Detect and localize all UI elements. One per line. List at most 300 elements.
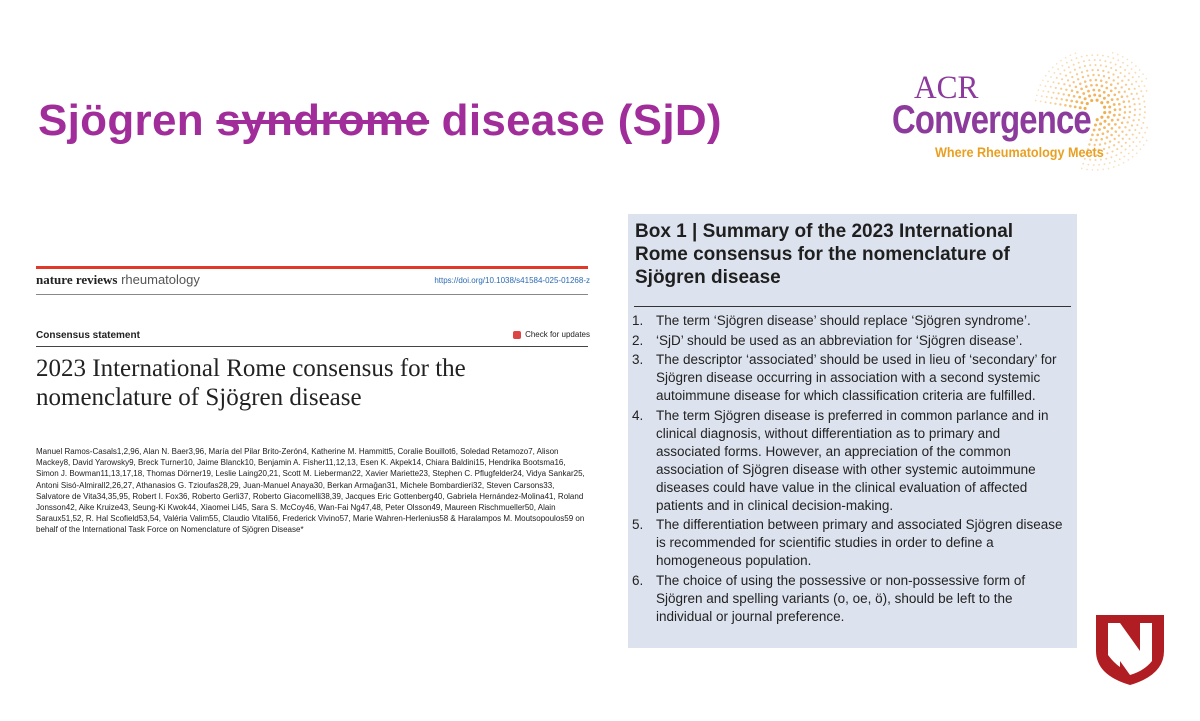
burst-dot — [1116, 148, 1118, 150]
item-text: The differentiation between primary and associated Sjögren disease is recommended for scientific studies in order to define a homogeneous population. — [656, 517, 1063, 568]
burst-dot — [1084, 80, 1087, 83]
burst-dot — [1138, 132, 1140, 134]
burst-dot — [1124, 106, 1127, 109]
burst-dot — [1107, 56, 1109, 58]
burst-dot — [1112, 52, 1114, 54]
burst-dot — [1042, 79, 1044, 81]
burst-dot — [1097, 69, 1099, 71]
burst-dot — [1113, 114, 1116, 117]
burst-dot — [1117, 118, 1120, 121]
burst-dot — [1138, 119, 1140, 121]
burst-dot — [1111, 119, 1114, 122]
burst-dot — [1125, 142, 1127, 144]
burst-dot — [1115, 69, 1117, 71]
burst-dot — [1098, 164, 1100, 166]
burst-dot — [1105, 81, 1108, 84]
burst-dot — [1093, 164, 1095, 166]
burst-dot — [1112, 57, 1114, 59]
burst-dot — [1076, 73, 1078, 75]
burst-dot — [1128, 129, 1130, 131]
burst-dot — [1099, 59, 1101, 61]
burst-dot — [1058, 82, 1060, 84]
burst-dot — [1102, 55, 1104, 57]
burst-dot — [1120, 72, 1122, 74]
item-number: 5. — [632, 517, 644, 532]
burst-dot — [1094, 124, 1097, 127]
burst-dot — [1125, 134, 1127, 136]
burst-dot — [1089, 79, 1092, 82]
burst-dot — [1127, 59, 1129, 61]
burst-dot — [1086, 169, 1088, 171]
burst-dot — [1121, 95, 1124, 98]
burst-dot — [1110, 134, 1113, 137]
burst-dot — [1135, 81, 1137, 83]
burst-dot — [1140, 90, 1142, 92]
burst-dot — [1114, 138, 1116, 140]
burst-dot — [1117, 54, 1119, 56]
burst-dot — [1050, 86, 1052, 88]
item-number: 1. — [632, 313, 644, 328]
burst-dot — [1071, 89, 1074, 92]
item-text: The term Sjögren disease is preferred in common parlance and in clinical diagnosis, without differentiation as to primary and associated forms. However, an appreciation of the common association of Sjögren disease with other systemic autoimmune diseases could have value in the clinical evaluation of affected patients and in clinical decision-making. — [656, 407, 1049, 513]
burst-dot — [1142, 73, 1144, 75]
burst-dot — [1076, 57, 1078, 59]
burst-dot — [1093, 129, 1096, 132]
burst-dot — [1136, 152, 1138, 154]
burst-dot — [1135, 65, 1137, 67]
burst-dot — [1061, 65, 1063, 67]
burst-dot — [1115, 154, 1117, 156]
burst-dot — [1139, 103, 1141, 105]
burst-dot — [1113, 103, 1116, 106]
burst-dot — [1118, 113, 1121, 116]
list-item — [632, 332, 1068, 350]
burst-dot — [1102, 132, 1105, 135]
burst-dot — [1113, 93, 1116, 96]
burst-dot — [1091, 134, 1094, 137]
burst-dot — [1087, 75, 1089, 77]
item-text: The term ‘Sjögren disease’ should replace ‘Sjögren syndrome’. — [656, 313, 1031, 328]
logo-acr-text: ACR — [914, 70, 979, 106]
burst-dot — [1103, 91, 1106, 94]
burst-dot — [1124, 69, 1126, 71]
burst-dot — [1128, 116, 1130, 118]
burst-dot — [1121, 122, 1124, 125]
burst-dot — [1142, 95, 1144, 97]
burst-dot — [1060, 60, 1062, 62]
burst-dot — [1139, 108, 1141, 110]
burst-dot — [1114, 160, 1116, 162]
burst-dot — [1106, 136, 1109, 139]
burst-dot — [1132, 149, 1134, 151]
burst-dot — [1111, 127, 1114, 130]
burst-dot — [1132, 134, 1134, 136]
burst-dot — [1115, 64, 1117, 66]
burst-dot — [1128, 79, 1130, 81]
burst-dot — [1113, 79, 1115, 81]
burst-dot — [1133, 103, 1135, 105]
burst-dot — [1103, 111, 1106, 114]
burst-dot — [1096, 134, 1099, 137]
burst-dot — [1073, 81, 1075, 83]
unmc-n-shield-icon — [1092, 611, 1168, 687]
burst-dot — [1065, 89, 1067, 91]
burst-dot — [1098, 94, 1101, 97]
burst-dot — [1098, 89, 1101, 92]
burst-dot — [1103, 75, 1105, 77]
burst-dot — [1064, 69, 1066, 71]
burst-dot — [1123, 162, 1125, 164]
burst-dot — [1098, 128, 1101, 131]
burst-dot — [1098, 74, 1100, 76]
burst-dot — [1132, 98, 1134, 100]
article-type: Consensus statement — [36, 330, 140, 341]
burst-dot — [1121, 80, 1123, 82]
burst-dot — [1042, 90, 1044, 92]
burst-dot — [1128, 138, 1130, 140]
burst-dot — [1119, 108, 1122, 111]
burst-dot — [1073, 64, 1075, 66]
burst-dot — [1118, 126, 1121, 129]
burst-dot — [1095, 79, 1098, 82]
paper-title: 2023 International Rome consensus for the nomenclature of Sjögren disease — [36, 355, 466, 411]
burst-dot — [1071, 76, 1073, 78]
burst-dot — [1143, 144, 1145, 146]
title-suffix: disease (SjD) — [429, 96, 722, 145]
burst-dot — [1102, 70, 1104, 72]
burst-dot — [1117, 59, 1119, 61]
burst-dot — [1132, 76, 1134, 78]
burst-dot — [1038, 89, 1040, 91]
burst-dot — [1114, 108, 1117, 111]
item-number: 6. — [632, 572, 644, 588]
burst-dot — [1125, 149, 1127, 151]
burst-dot — [1140, 148, 1142, 150]
burst-dot — [1074, 69, 1076, 71]
burst-dot — [1110, 83, 1113, 86]
burst-dot — [1113, 144, 1115, 146]
burst-dot — [1129, 111, 1131, 113]
burst-dot — [1128, 153, 1130, 155]
box-heading: Box 1 | Summary of the 2023 International Rome consensus for the nomenclature of Sjögren disease — [635, 221, 1014, 288]
burst-dot — [1124, 126, 1126, 128]
burst-dot — [1095, 84, 1098, 87]
burst-dot — [1101, 85, 1104, 88]
burst-dot — [1040, 84, 1042, 86]
burst-dot — [1075, 86, 1078, 89]
burst-dot — [1086, 55, 1088, 57]
burst-dot — [1108, 106, 1111, 109]
burst-dot — [1065, 75, 1067, 77]
burst-dot — [1053, 72, 1055, 74]
burst-dot — [1060, 88, 1062, 90]
burst-dot — [1118, 164, 1120, 166]
burst-dot — [1131, 68, 1133, 70]
burst-dot — [1081, 168, 1083, 170]
burst-dot — [1143, 117, 1145, 119]
burst-dot — [1085, 85, 1088, 88]
burst-dot — [1124, 75, 1126, 77]
burst-dot — [1052, 92, 1054, 94]
burst-dot — [1132, 119, 1134, 121]
item-number: 4. — [632, 407, 644, 423]
burst-dot — [1106, 130, 1109, 133]
burst-dot — [1120, 152, 1122, 154]
burst-dot — [1127, 159, 1129, 161]
burst-dot — [1107, 123, 1110, 126]
burst-dot — [1124, 111, 1127, 114]
burst-dot — [1097, 54, 1099, 56]
burst-dot — [1100, 138, 1103, 141]
burst-dot — [1080, 88, 1083, 91]
burst-dot — [1121, 131, 1123, 133]
burst-dot — [1091, 54, 1093, 56]
burst-dot — [1134, 129, 1136, 131]
burst-dot — [1104, 120, 1107, 123]
burst-dot — [1116, 98, 1119, 101]
burst-dot — [1075, 52, 1077, 54]
burst-dot — [1106, 101, 1109, 104]
burst-dot — [1136, 137, 1138, 139]
burst-dot — [1065, 57, 1067, 59]
burst-dot — [1144, 111, 1146, 113]
burst-dot — [1056, 77, 1058, 79]
burst-dot — [1138, 85, 1140, 87]
burst-dot — [1144, 106, 1146, 108]
burst-dot — [1132, 156, 1134, 158]
burst-dot — [1081, 56, 1083, 58]
title-strikethrough-word: syndrome — [216, 96, 430, 145]
burst-dot — [1143, 101, 1145, 103]
list-item — [632, 351, 1068, 405]
burst-dot — [1063, 83, 1065, 85]
journal-name — [36, 272, 200, 288]
burst-dot — [1104, 142, 1106, 144]
burst-dot — [1106, 152, 1108, 154]
burst-dot — [1138, 98, 1140, 100]
burst-dot — [1118, 141, 1120, 143]
burst-dot — [1110, 156, 1112, 158]
item-number: 3. — [632, 352, 644, 367]
burst-dot — [1103, 106, 1106, 109]
logo-convergence-text: Convergence — [892, 98, 1091, 142]
burst-dot — [1048, 71, 1050, 73]
burst-dot — [1081, 71, 1083, 73]
burst-dot — [1079, 67, 1081, 69]
burst-dot — [1123, 100, 1126, 103]
check-for-updates[interactable] — [513, 330, 590, 339]
burst-dot — [1124, 91, 1126, 93]
svg-text:®: ® — [1158, 621, 1163, 627]
burst-dot — [1103, 97, 1106, 100]
burst-dot — [1123, 117, 1126, 120]
burst-dot — [1097, 169, 1099, 171]
burst-dot — [1092, 89, 1095, 92]
journal-name-bold: nature reviews — [36, 272, 118, 287]
burst-dot — [1087, 90, 1090, 93]
burst-dot — [1041, 95, 1043, 97]
burst-dot — [1113, 166, 1115, 168]
burst-dot — [1090, 84, 1093, 87]
burst-dot — [1112, 73, 1114, 75]
burst-dot — [1093, 94, 1096, 97]
burst-dot — [1092, 169, 1094, 171]
item-text: The descriptor ‘associated’ should be used in lieu of ‘secondary’ for Sjögren disease occurring in association with a second systemic autoimmune disease for which classification criteria are fulfilled. — [656, 352, 1057, 403]
burst-dot — [1134, 72, 1136, 74]
burst-dot — [1114, 123, 1117, 126]
burst-dot — [1123, 156, 1125, 158]
burst-dot — [1036, 94, 1038, 96]
burst-dot — [1141, 127, 1143, 129]
burst-dot — [1066, 62, 1068, 64]
burst-dot — [1139, 69, 1141, 71]
burst-dot — [1107, 94, 1110, 97]
burst-dot — [1136, 124, 1138, 126]
burst-dot — [1103, 126, 1106, 129]
burst-dot — [1122, 138, 1124, 140]
burst-dot — [1118, 103, 1121, 106]
burst-dot — [1130, 93, 1132, 95]
burst-dot — [1071, 59, 1073, 61]
burst-dot — [1110, 67, 1112, 69]
burst-dot — [1107, 71, 1109, 73]
burst-dot — [1069, 85, 1071, 87]
burst-dot — [1145, 78, 1147, 80]
burst-dot — [1079, 83, 1082, 86]
burst-dot — [1109, 140, 1111, 142]
divider — [36, 346, 588, 347]
burst-dot — [1146, 90, 1148, 92]
burst-dot — [1142, 122, 1144, 124]
burst-dot — [1122, 56, 1124, 58]
burst-dot — [1084, 65, 1086, 67]
consensus-list — [632, 312, 1068, 627]
burst-dot — [1142, 136, 1144, 138]
burst-dot — [1117, 82, 1119, 84]
burst-dot — [1108, 111, 1111, 114]
burst-dot — [1108, 77, 1110, 79]
burst-dot — [1096, 99, 1099, 102]
burst-dot — [1121, 145, 1123, 147]
title-prefix: Sjögren — [38, 96, 217, 145]
burst-dot — [1070, 54, 1072, 56]
burst-dot — [1120, 66, 1122, 68]
burst-dot — [1092, 74, 1094, 76]
burst-dot — [1057, 92, 1059, 94]
burst-dot — [1105, 158, 1107, 160]
burst-dot — [1146, 127, 1148, 129]
item-text: ‘SjD’ should be used as an abbreviation for ‘Sjögren disease’. — [656, 332, 1023, 348]
burst-dot — [1105, 87, 1108, 90]
slide-title — [38, 96, 722, 146]
burst-dot — [1068, 66, 1070, 68]
burst-dot — [1136, 145, 1138, 147]
burst-dot — [1114, 87, 1117, 90]
burst-dot — [1110, 90, 1113, 93]
burst-dot — [1052, 67, 1054, 69]
burst-dot — [1118, 91, 1121, 94]
divider — [36, 294, 588, 295]
burst-dot — [1100, 116, 1103, 119]
paper-excerpt — [36, 262, 590, 592]
burst-dot — [1126, 95, 1128, 97]
burst-dot — [1055, 87, 1057, 89]
burst-dot — [1139, 141, 1141, 143]
burst-dot — [1102, 169, 1104, 171]
burst-dot — [1131, 124, 1133, 126]
summary-box — [628, 214, 1077, 648]
burst-dot — [1104, 163, 1106, 165]
check-updates-icon — [513, 331, 521, 339]
burst-dot — [1119, 158, 1121, 160]
burst-dot — [1082, 92, 1085, 95]
burst-dot — [1128, 88, 1130, 90]
burst-dot — [1104, 60, 1106, 62]
journal-red-rule — [36, 266, 588, 269]
burst-dot — [1134, 109, 1136, 111]
list-item — [632, 516, 1068, 570]
burst-dot — [1095, 139, 1098, 142]
burst-dot — [1107, 116, 1110, 119]
burst-dot — [1053, 81, 1055, 83]
burst-dot — [1089, 64, 1091, 66]
journal-name-light: rheumatology — [117, 272, 200, 287]
burst-dot — [1094, 59, 1096, 61]
list-item — [632, 407, 1068, 515]
burst-dot — [1068, 94, 1071, 97]
list-item — [632, 312, 1068, 330]
burst-dot — [1131, 83, 1133, 85]
burst-dot — [1134, 114, 1136, 116]
burst-dot — [1045, 85, 1047, 87]
burst-dot — [1045, 75, 1047, 77]
burst-dot — [1129, 145, 1131, 147]
burst-dot — [1136, 93, 1138, 95]
item-number: 2. — [632, 332, 644, 348]
burst-dot — [1076, 91, 1079, 94]
burst-dot — [1086, 70, 1088, 72]
burst-dot — [1063, 93, 1065, 95]
burst-dot — [1069, 71, 1071, 73]
burst-dot — [1047, 91, 1049, 93]
burst-dot — [1141, 80, 1143, 82]
burst-dot — [1111, 150, 1113, 152]
burst-dot — [1139, 114, 1141, 116]
burst-dot — [1111, 98, 1114, 101]
burst-dot — [1105, 65, 1107, 67]
burst-dot — [1117, 76, 1119, 78]
burst-dot — [1100, 79, 1103, 82]
burst-dot — [1082, 76, 1084, 78]
burst-dot — [1094, 64, 1096, 66]
burst-dot — [1129, 106, 1131, 108]
burst-dot — [1144, 132, 1146, 134]
burst-dot — [1061, 78, 1063, 80]
burst-dot — [1138, 76, 1140, 78]
burst-dot — [1132, 141, 1134, 143]
burst-dot — [1057, 68, 1059, 70]
burst-dot — [1100, 64, 1102, 66]
burst-dot — [1110, 62, 1112, 64]
burst-dot — [1099, 122, 1102, 125]
burst-dot — [1067, 79, 1069, 81]
burst-dot — [1131, 62, 1133, 64]
burst-dot — [1056, 63, 1058, 65]
burst-dot — [1050, 76, 1052, 78]
burst-dot — [1077, 78, 1079, 80]
burst-dot — [1128, 72, 1130, 74]
doi-link[interactable]: https://doi.org/10.1038/s41584-025-01268-z — [434, 276, 590, 285]
